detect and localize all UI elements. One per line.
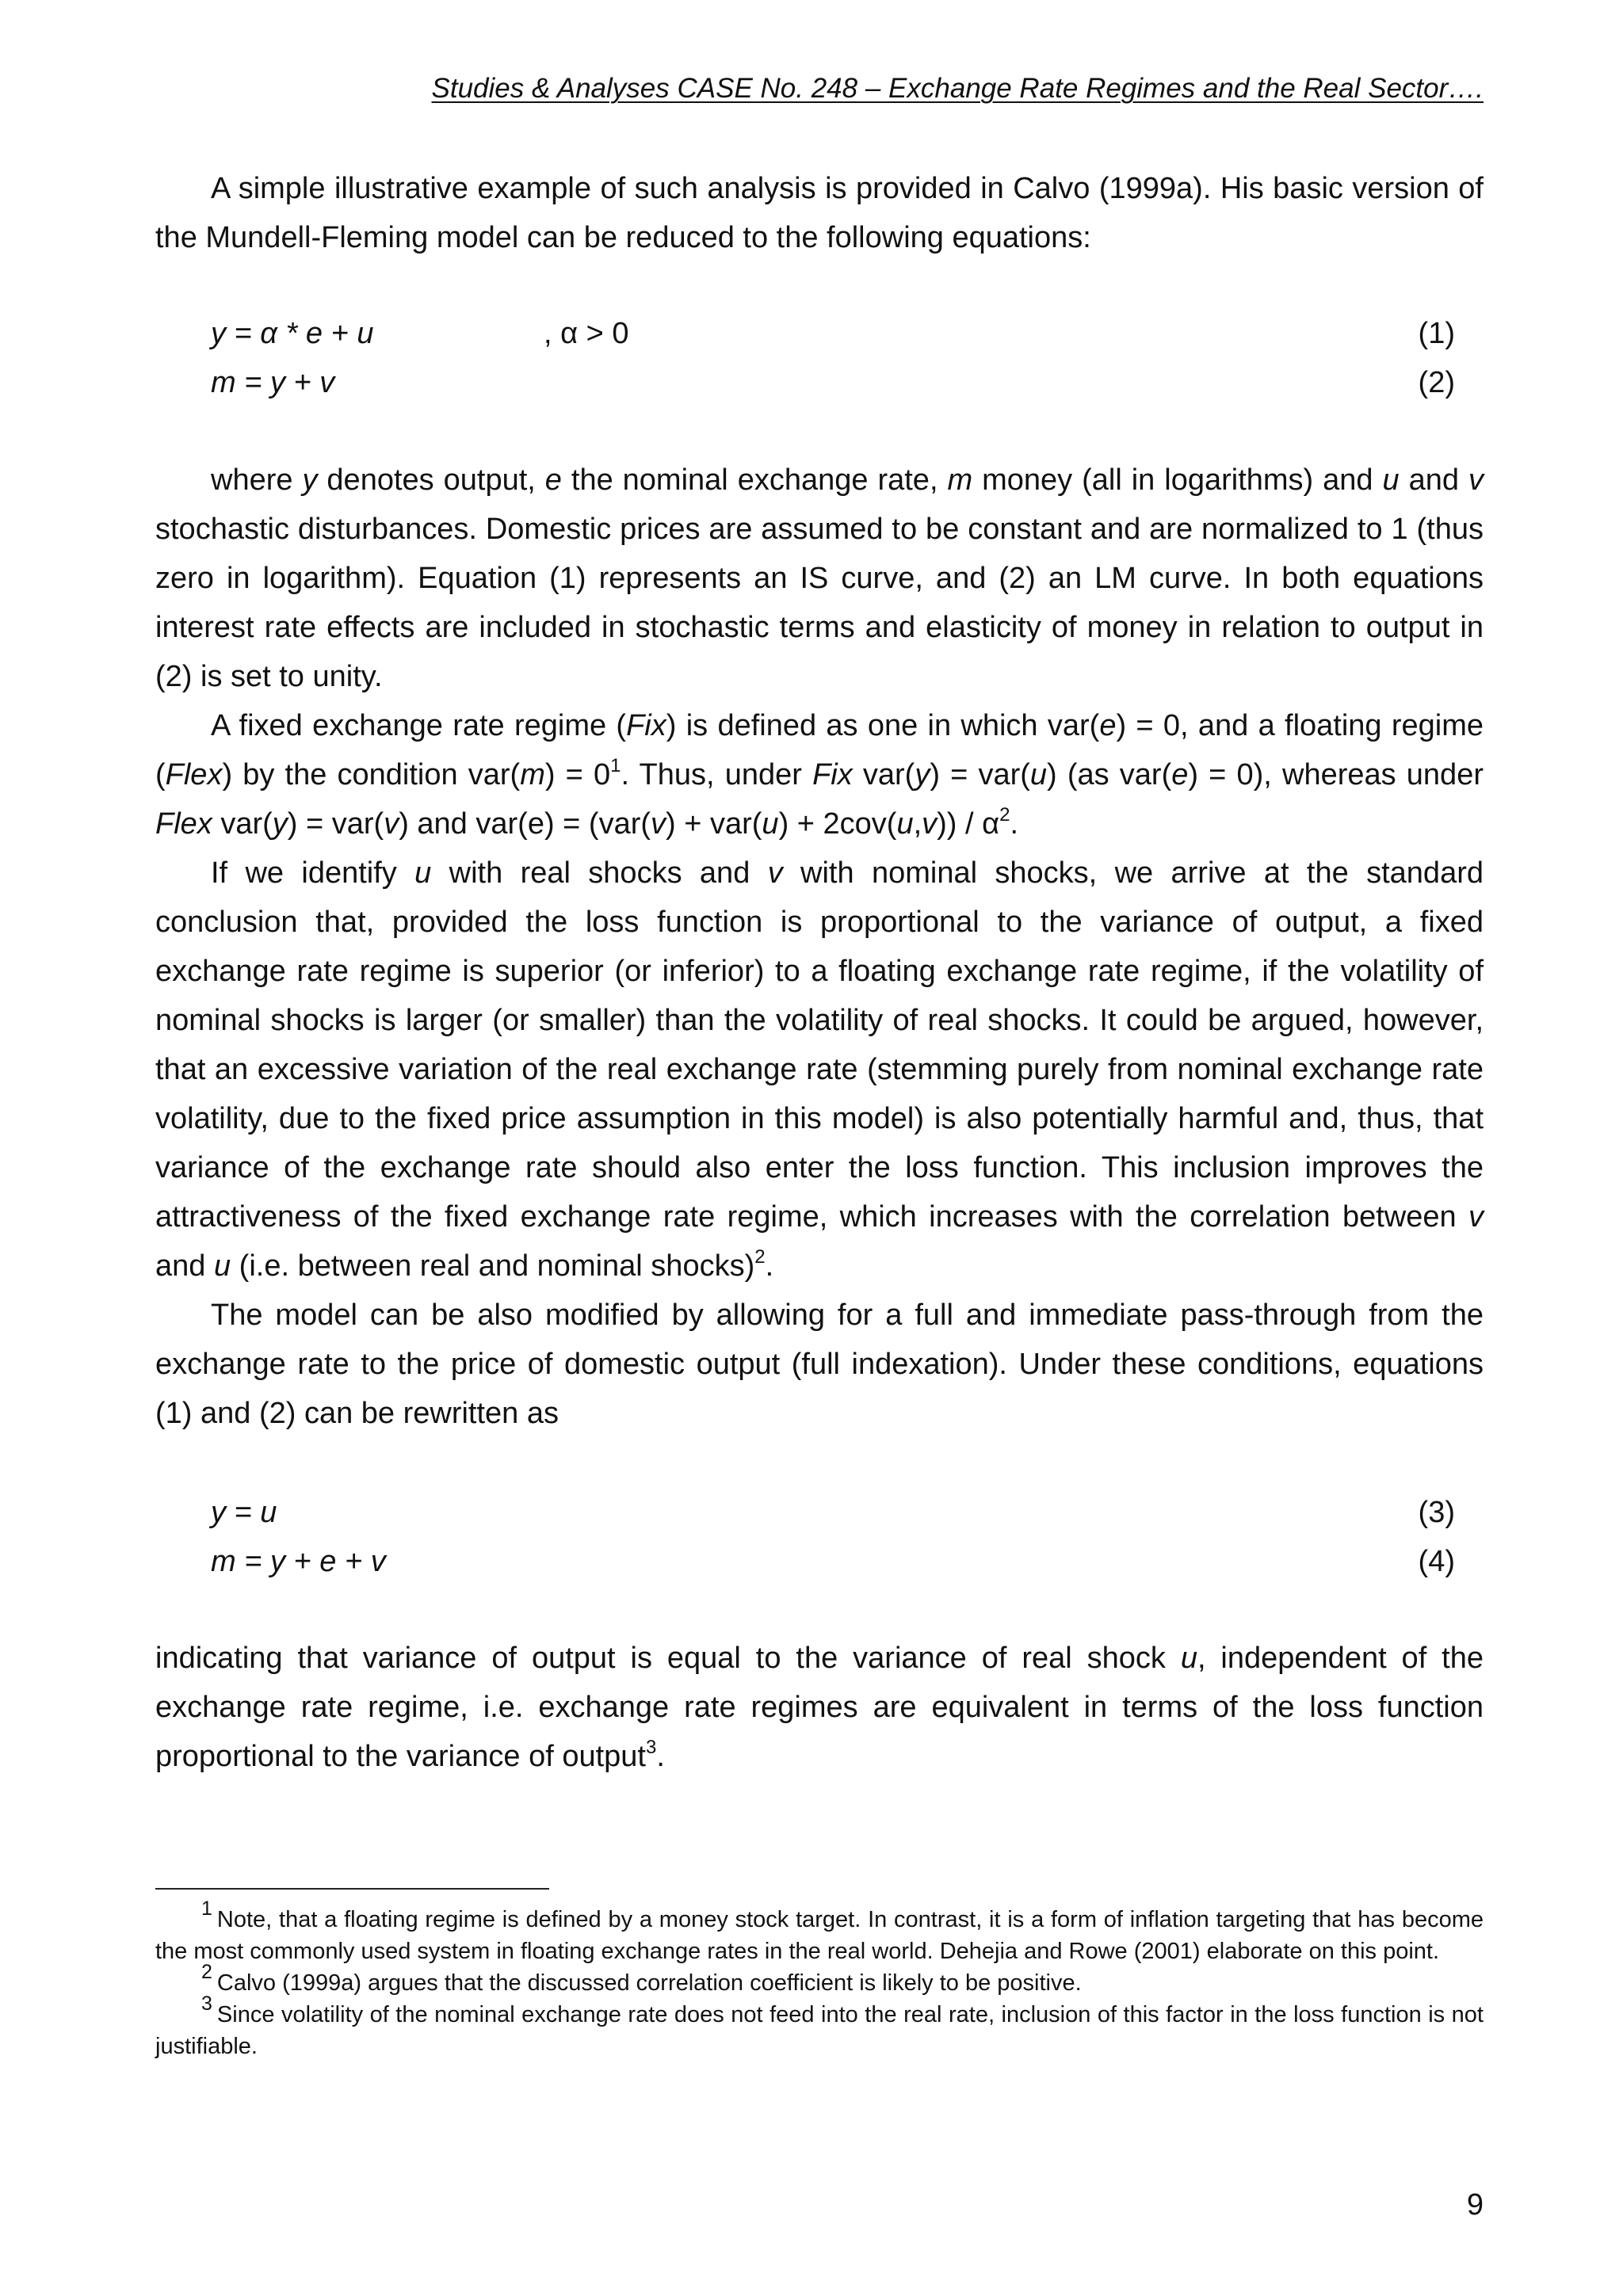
paragraph-4: If we identify u with real shocks and v with nominal shocks, we arrive at the standard conclusion that, provided the loss function is proportional to the variance of output, a fixed exchange rate regime is superior (or inferior) to a floating exchange rate regime, if the volatility of nominal shocks is larger (or smaller) than the volatility of real shocks. It could be argued, however, that an excessive variation of the real exchange rate (stemming purely from nominal exchange rate volatility, due to the fixed price assumption in this model) is also potentially harmful and, thus, that variance of the exchange rate should also enter the loss function. This inclusion improves the attractiveness of the fixed exchange rate regime, which increases with the correlation between v and u (i.e. between real and nominal shocks)$^2$.	[155, 856, 1484, 1283]
footnote-separator	[155, 1888, 549, 1890]
equation-1-number: (1)	[1418, 317, 1455, 350]
equation-3	[211, 1488, 1455, 1537]
paragraph-6: indicating that variance of output is equal to the variance of real shock u, independent of the exchange rate regime, i.e. exchange rate regimes are equivalent in terms of the loss function proportional to the variance of output$^3$.	[155, 1642, 1484, 1773]
paragraph-3: A fixed exchange rate regime (Fix) is defined as one in which var(e) = 0, and a floating regime (Flex) by the condition $var(m) = 0^1$. Thus, under Fix var(y) = var(u) (as var(e) = 0), whereas under Flex var(y) = var(v) and $var(e) = (var(v) + var(u) + 2cov(u,v)) / \alpha^2$.	[155, 709, 1484, 841]
equation-1-expression: y = α * e + u	[211, 317, 374, 350]
page-number: 9	[1466, 2188, 1484, 2222]
equation-2-expression: m = y + v	[211, 366, 335, 399]
running-header: Studies & Analyses CASE No. 248 – Exchange Rate Regimes and the Real Sector….	[431, 73, 1484, 104]
equation-2-number: (2)	[1418, 366, 1455, 399]
equation-2	[211, 358, 1455, 407]
footnote-2: $^2$ Calvo (1999a) argues that the discussed correlation coefficient is likely to be positive.	[201, 1961, 1082, 1996]
body-conclusion	[155, 1634, 1484, 1781]
paragraph-2: where y denotes output, e the nominal exchange rate, m money (all in logarithms) and u and v stochastic disturbances. Domestic prices are assumed to be constant and are normalized to 1 (thus zero in logarithm). Equation (1) represents an IS curve, and (2) an LM curve. In both equations interest rate effects are included in stochastic terms and elasticity of money in relation to output in (2) is set to unity.	[155, 463, 1484, 693]
paragraph-5: The model can be also modified by allowing for a full and immediate pass-through from the exchange rate to the price of domestic output (full indexation). Under these conditions, equations (1) and (2) can be rewritten as	[155, 1299, 1484, 1430]
body-main	[155, 456, 1484, 1438]
equation-4	[211, 1537, 1455, 1586]
footnote-1: $^1$ Note, that a floating regime is defined by a money stock target. In contrast, it is a form of inflation targeting that has become the most commonly used system in floating exchange rates in the real world. Dehejia and Rowe (2001) elaborate on this point.	[155, 1897, 1484, 1964]
paragraph-intro	[155, 164, 1484, 262]
footnote-ref-1: 1	[610, 755, 621, 777]
equation-3-expression: y = u	[211, 1496, 277, 1529]
footnote-ref-2: 2	[754, 1246, 766, 1268]
equation-3-number: (3)	[1418, 1496, 1455, 1529]
footnote-ref-3: 3	[645, 1737, 657, 1759]
footnotes	[155, 1897, 1484, 2062]
equation-1	[211, 309, 1455, 358]
paragraph-1: A simple illustrative example of such analysis is provided in Calvo (1999a). His basic version of the Mundell-Fleming model can be reduced to the following equations:	[155, 172, 1484, 254]
footnote-3: $^3$ Since volatility of the nominal exchange rate does not feed into the real rate, inclusion of this factor in the loss function is not justifiable.	[155, 1993, 1484, 2059]
equation-4-number: (4)	[1418, 1545, 1455, 1578]
equation-1-condition: , α > 0	[544, 317, 629, 350]
equation-4-expression: m = y + e + v	[211, 1545, 386, 1578]
